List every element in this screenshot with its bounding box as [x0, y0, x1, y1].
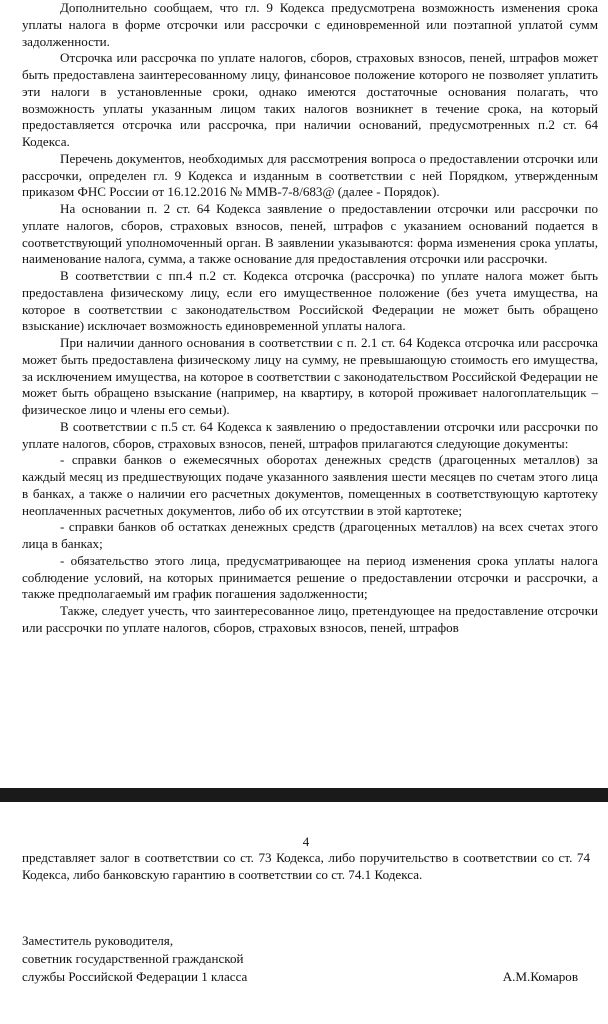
- list-item: - справки банков о ежемесячных оборотах денежных средств (драгоценных металлов) за каждый месяц из предшествующих подаче указанного заявления шести месяцев по счетам этого лица в банках, а также о наличии его расчетных документов, помещенных в соответствующую картотеку неоплаченных расчетных документов, либо об их отсутствии в этой картотеке;: [22, 452, 598, 518]
- paragraph: При наличии данного основания в соответствии с п. 2.1 ст. 64 Кодекса отсрочка или рассрочка может быть предоставлена физическому лицу на сумму, не превышающую стоимость его имущества, за исключением имущества, на которое в соответствии с законодательством Российской Федерации не может быть обращено взыскание (например, на квартиру, в которой проживает налогоплательщик – физическое лицо и члены его семьи).: [22, 335, 598, 417]
- document-page-bottom: [0, 802, 608, 1024]
- signatory-title: [22, 932, 247, 986]
- list-item: - справки банков об остатках денежных средств (драгоценных металлов) на всех счетах этого лица в банках;: [22, 519, 598, 551]
- paragraph: Перечень документов, необходимых для рассмотрения вопроса о предоставлении отсрочки или рассрочки, определен гл. 9 Кодекса и изданным в соответствии с ней Порядком, утвержденным приказом ФНС России от 16.12.2016 № ММВ-7-8/683@ (далее - Порядок).: [22, 150, 598, 200]
- paragraph: Также, следует учесть, что заинтересованное лицо, претендующее на предоставление отсрочки или рассрочки по уплате налогов, сборов, страховых взносов, пеней, штрафов: [22, 603, 598, 635]
- signature-block: [22, 932, 590, 986]
- paragraph: На основании п. 2 ст. 64 Кодекса заявление о предоставлении отсрочки или рассрочки по уплате налогов, сборов, страховых взносов, пеней, штрафов с указанием оснований подается в соответствующий уполномоченный орган. В заявлении указываются: форма изменения срока уплаты, наименование налога, сумма, а также основание для предоставления отсрочки или рассрочки.: [22, 201, 598, 267]
- continuation-paragraph: представляет залог в соответствии со ст. 73 Кодекса, либо поручительство в соответствии со ст. 74 Кодекса, либо банковскую гарантию в соответствии со ст. 74.1 Кодекса.: [22, 850, 590, 882]
- list-item: - обязательство этого лица, предусматривающее на период изменения срока уплаты налога соблюдение условий, на которых принимается решение о предоставлении отсрочки и рассрочки, а также предполагаемый им график погашения задолженности;: [22, 552, 598, 602]
- paragraph: Дополнительно сообщаем, что гл. 9 Кодекса предусмотрена возможность изменения срока уплаты налога в форме отсрочки или рассрочки с единовременной или поэтапной уплатой сумм задолженности.: [22, 0, 598, 49]
- signatory-title-line: службы Российской Федерации 1 класса: [22, 968, 248, 984]
- page-number: 4: [302, 834, 310, 849]
- paragraph: В соответствии с п.5 ст. 64 Кодекса к заявлению о предоставлении отсрочки или рассрочки по уплате налогов, сборов, страховых взносов, пеней, штрафов прилагаются следующие документы:: [22, 418, 598, 451]
- signatory-title-line: Заместитель руководителя,: [22, 932, 174, 948]
- signatory-title-line: советник государственной гражданской: [22, 950, 244, 966]
- signatory-name: А.М.Комаров: [502, 968, 578, 984]
- paragraph: В соответствии с пп.4 п.2 ст. Кодекса отсрочка (рассрочка) по уплате налога может быть предоставлена физическому лицу, если его имущественное положение (без учета имущества, на которое в соответствии с законодательством Российской Федерации не может быть обращено взыскание) исключает возможность единовременной уплаты налога.: [22, 268, 598, 334]
- page-break-divider: [0, 788, 608, 802]
- paragraph: Отсрочка или рассрочка по уплате налогов, сборов, страховых взносов, пеней, штрафов может быть предоставлена заинтересованному лицу, финансовое положение которого не позволяет уплатить эти налоги в установленные сроки, однако имеются достаточные основания полагать, что возможность уплаты указанным лицом таких налогов возникнет в течение срока, на который предоставляется отсрочка или рассрочка, при наличии оснований, предусмотренных п.2 ст. 64 Кодекса.: [22, 50, 598, 149]
